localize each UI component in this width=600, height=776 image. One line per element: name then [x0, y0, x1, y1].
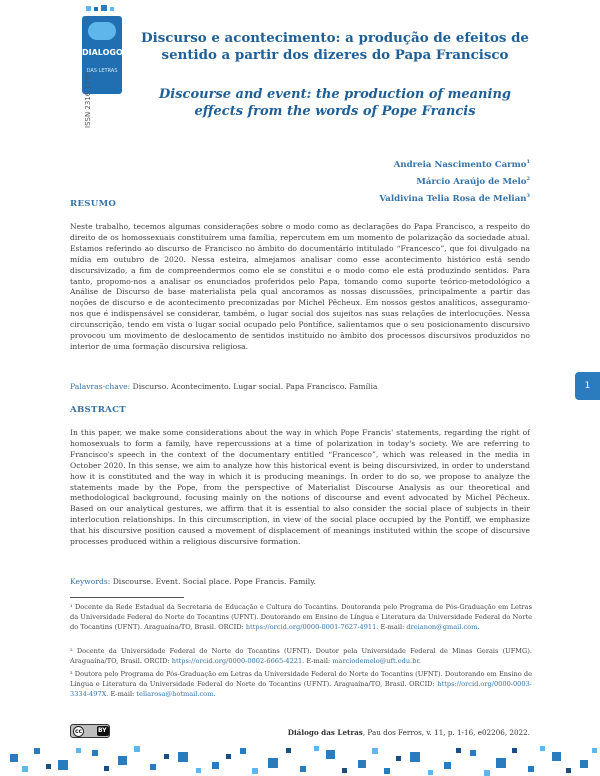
journal-logo-subtitle: DAS LETRAS: [86, 68, 118, 74]
journal-logo-title: DIALOGO: [82, 48, 123, 57]
title-portuguese: Discurso e acontecimento: a produção de efeitos de sentido a partir dos dizeres do Papa Francisco: [141, 30, 529, 63]
orcid-link[interactable]: https://orcid.org/0000-0002-6665-4221: [171, 656, 303, 665]
resumo-text: Neste trabalho, tecemos algumas considerações sobre o modo como as declarações do Papa Francisco, a respeito do direito de os homossexuais constituírem uma família, repercutem em um momento de polarização da sociedade atual. Estamos referindo ao discurso de Francisco no âmbito do documentário intitulado “Francesco”, que foi divulgado na mídia em outubro de 2020. Nessa esteira, almejamos analisar como esse acontecimento histórico está sendo discursivizado, a fim de compreendermos como ele se constitui e o modo como ele está produzindo sentidos. Para tanto, propomo-nos a analisar os enunciados proferidos pelo Papa, tomando como suporte teórico-metodológico a Análise de Discurso de base materialista pela qual ancoramos as nossas discussões, principalmente a partir das noções de discurso e de acontecimento preconizadas por Michel Pêcheux. Em nossos gestos analíticos, asseguramo-nos que é indispensável se considerar, também, o lugar social dos sujeitos nas suas relações de interlocuções. Nessa circunscrição, tendo em vista o lugar social ocupado pelo Pontífice, salientamos que o seu posicionamento discursivo provocou um movimento de deslocamento de sentidos instituído no âmbito dos processos discursivos produzidos no interior de uma formação discursiva religiosa.: [70, 222, 530, 351]
orcid-link[interactable]: https://orcid.org/0000-0001-7627-4911: [245, 622, 377, 631]
abstract-heading: ABSTRACT: [70, 405, 126, 415]
decorative-dots: [84, 4, 120, 14]
keywords: Keywords: Discourse. Event. Social place. Pope Francis. Family.: [70, 577, 316, 586]
title-english: Discourse and event: the production of meaning effects from the words of Pope Francis: [159, 87, 511, 119]
footnote-rule: [70, 597, 184, 598]
speech-bubble-icon: [88, 22, 116, 40]
footnote-2: ² Docente da Universidade Federal do Norte do Tocantins (UFNT). Doutor pela Universidade Federal de Minas Gerais (UFMG). Araguaína/TO, Brasil. ORCID: https://orcid.org/0000-0002-6665-4221. E-mail: marciodemelo@uft.edu.br.: [70, 647, 532, 665]
palavras-chave: Palavras-chave: Discurso. Acontecimento. Lugar social. Papa Francisco. Família: [70, 382, 378, 391]
page-number-tab: 1: [575, 372, 600, 400]
author: Valdivina Telia Rosa de Melian$^3$: [379, 192, 530, 204]
email-link[interactable]: teliarosa@hotmail.com: [136, 689, 214, 698]
email-link[interactable]: marciodemelo@uft.edu.br: [332, 656, 419, 665]
footnote-1: ¹ Docente da Rede Estadual da Secretaria de Educação e Cultura do Tocantins. Doutoranda pelo Programa de Pós-Graduação em Letras da Universidade Federal do Norte do Tocantins (UFNT). Doutorando em Ensino de Língua e Literatura da Universidade Federal do Norte do Tocantins (UFNT). Araguaína/TO, Brasil. ORCID: https://orcid.org/0000-0001-7627-4911. E-mail: dreianon@gmail.com.: [70, 603, 532, 631]
author: Andreia Nascimento Carmo$^1$: [393, 159, 530, 170]
creative-commons-badge[interactable]: [70, 724, 110, 738]
resumo-heading: RESUMO: [70, 199, 117, 209]
footer-decoration: [0, 744, 600, 776]
abstract-text: In this paper, we make some considerations about the way in which Pope Francis' statements, regarding the right of homosexuals to form a family, have repercussions at a time of polarization in today's society. We are referring to Francisco's speech in the context of the documentary entitled “Francesco”, which was released in the media in October 2020. In this sense, we aim to analyze how this historical event is being discursivized, in order to understand how it is constituted and the way in which it is producing meanings. In order to do so, we propose to analyze the statements made by the Pope, from the perspective of Materialist Discourse Analysis as our theoretical and methodological background, focusing mainly on the notions of discourse and event advocated by Michel Pêcheux. Based on our analytical gestures, we affirm that it is essential to also consider the social place of subjects in their interlocution relationships. In this circumscription, in view of the social place occupied by the Pontiff, we emphasize that his discursive position caused a movement of displacement of meanings instituted within the scope of discursive processes produced within a religious discursive formation.: [70, 428, 530, 547]
footnote-3: ³ Doutora pelo Programa de Pós-Graduação em Letras da Universidade Federal do Norte do Tocantins (UFNT). Doutorando em Ensino de Língua e Literatura da Universidade Federal do Norte do Tocantins (UFNT). Araguaína/TO, Brasil. ORCID: https://orcid.org/0000-0003-3334-497X. E-mail: teliarosa@hotmail.com.: [70, 670, 532, 698]
email-link[interactable]: dreianon@gmail.com: [406, 622, 478, 631]
orcid-link[interactable]: https://orcid.org/0000-0003-3334-497X: [70, 679, 532, 698]
issn: ISSN 2316-1795: [84, 71, 92, 128]
author-list: [379, 155, 530, 206]
license-label: BY: [98, 727, 107, 734]
author: Márcio Araújo de Melo$^2$: [416, 175, 530, 187]
cc-icon: cc: [74, 728, 83, 735]
citation: Diálogo das Letras, Pau dos Ferros, v. 11, p. 1-16, e02206, 2022.: [287, 728, 530, 737]
